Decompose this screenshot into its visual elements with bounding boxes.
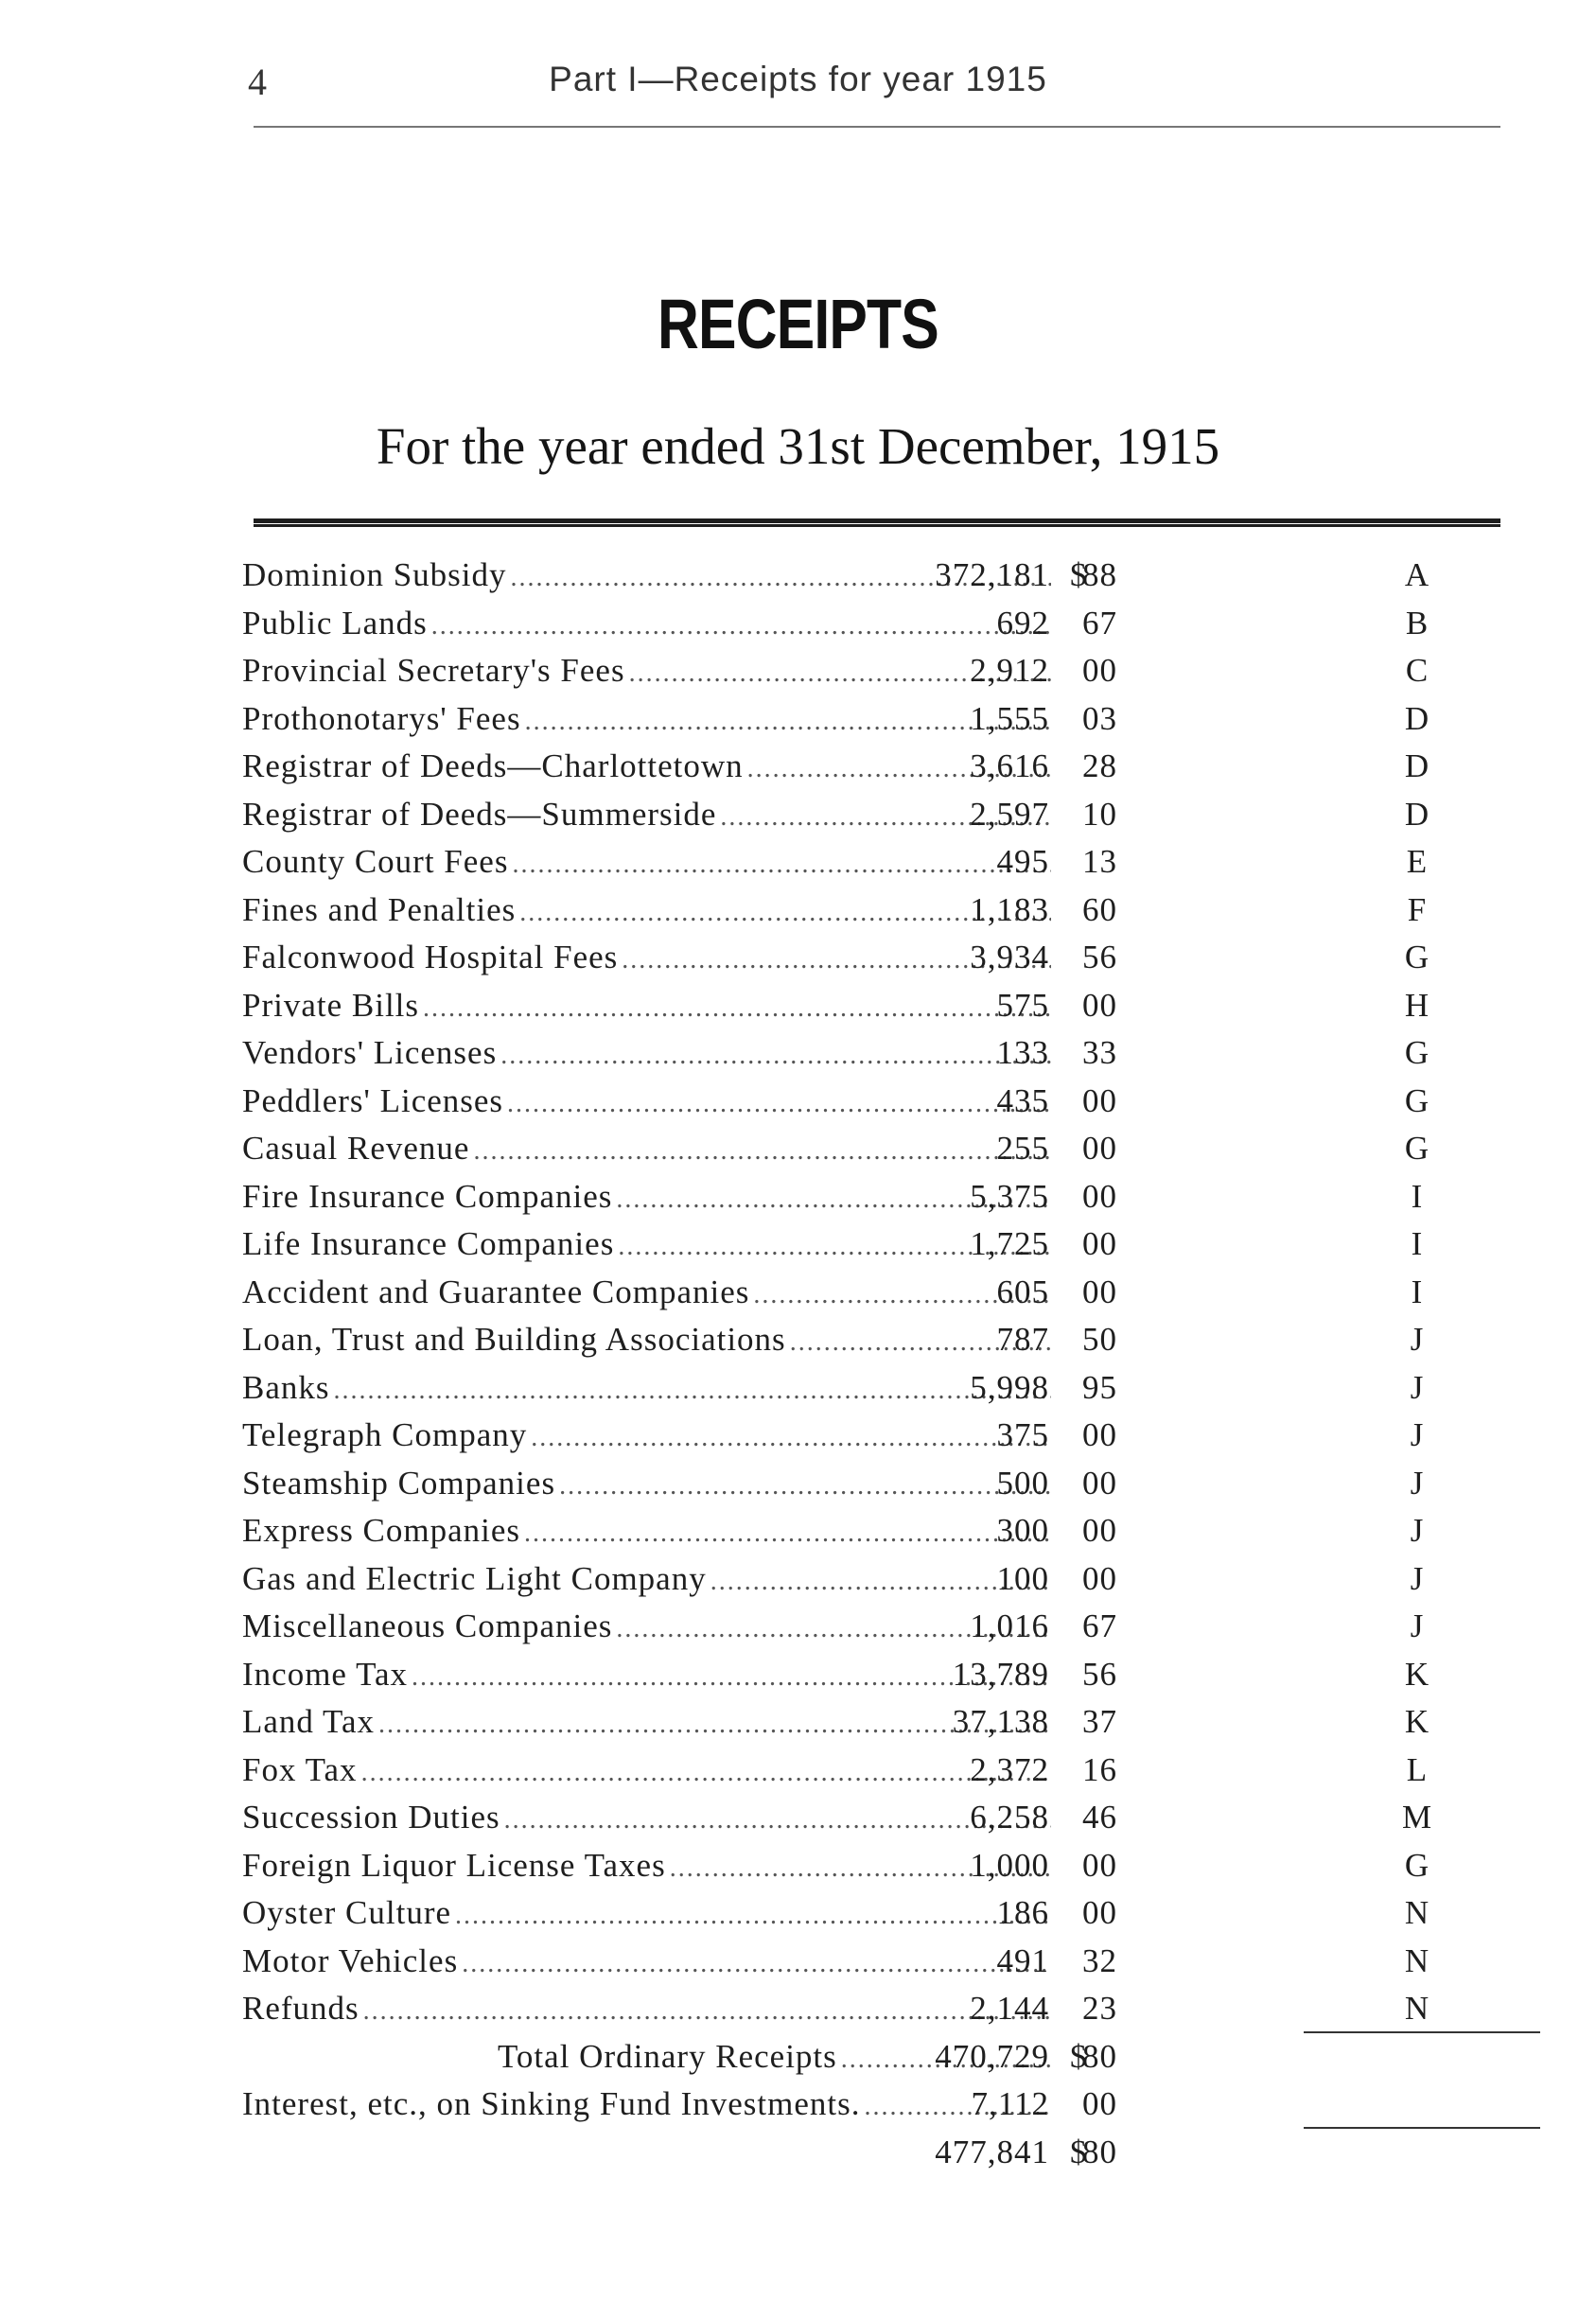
receipt-reference: H xyxy=(1404,986,1430,1024)
receipt-reference: K xyxy=(1404,1655,1430,1693)
receipt-reference: F xyxy=(1407,890,1428,928)
receipt-amount xyxy=(970,1985,1117,2033)
receipt-label xyxy=(242,1698,1051,1749)
receipt-row xyxy=(242,791,1430,839)
receipt-row xyxy=(242,1173,1425,1221)
receipt-cents: 46 xyxy=(1082,1799,1117,1836)
leader-dots xyxy=(363,1988,1051,2036)
receipt-dollars: 100 xyxy=(996,1559,1049,1597)
receipt-reference: J xyxy=(1410,1464,1425,1502)
receipt-dollars: 3,934 xyxy=(970,939,1049,975)
receipt-dollars: 1,016 xyxy=(970,1607,1049,1644)
receipt-dollars: 2,597 xyxy=(970,795,1049,833)
dollar-sign: $ xyxy=(1070,2037,1088,2075)
receipt-reference: J xyxy=(1410,1559,1425,1597)
receipt-item: Fire Insurance Companies xyxy=(242,1177,613,1215)
receipt-amount xyxy=(997,1412,1118,1460)
receipt-dollars: 37,138 xyxy=(952,1703,1049,1740)
receipt-reference: G xyxy=(1404,1081,1430,1119)
receipt-label xyxy=(242,1507,1051,1558)
receipt-row xyxy=(242,1842,1430,1890)
receipt-label xyxy=(242,743,1051,794)
receipt-label xyxy=(242,1029,1051,1080)
dollar-sign: $ xyxy=(1070,556,1088,593)
leader-dots xyxy=(559,1463,1051,1511)
leader-dots xyxy=(531,1414,1051,1463)
receipt-row xyxy=(242,1889,1430,1938)
receipt-amount xyxy=(935,552,1117,600)
receipt-reference: J xyxy=(1410,1416,1425,1453)
receipt-label xyxy=(242,1173,1051,1224)
receipt-amount xyxy=(997,1125,1118,1173)
receipt-row xyxy=(242,1651,1430,1699)
receipt-cents: 37 xyxy=(1082,1703,1117,1740)
receipt-amount xyxy=(970,887,1117,935)
receipt-item: County Court Fees xyxy=(242,843,509,880)
receipt-dollars: 375 xyxy=(996,1416,1049,1453)
sinking-fund-interest-label xyxy=(242,2081,1051,2132)
header-rule xyxy=(254,126,1500,128)
receipt-label xyxy=(242,1364,1051,1415)
receipt-dollars: 1,183 xyxy=(970,890,1049,928)
receipt-item: Dominion Subsidy xyxy=(242,556,507,593)
receipt-dollars: 186 xyxy=(996,1894,1049,1931)
receipt-item: Gas and Electric Light Company xyxy=(242,1559,707,1597)
receipt-label xyxy=(242,1938,1051,1989)
receipt-reference: N xyxy=(1404,1941,1430,1979)
leader-dots xyxy=(455,1892,1051,1941)
receipt-label xyxy=(242,695,1051,747)
receipt-label xyxy=(242,791,1051,842)
sinking-fund-interest-text: Interest, etc., on Sinking Fund Investments. xyxy=(242,2085,861,2122)
receipt-amount xyxy=(970,1842,1117,1890)
receipt-item: Miscellaneous Companies xyxy=(242,1607,613,1644)
receipt-reference: G xyxy=(1404,1846,1430,1884)
leader-dots xyxy=(423,985,1051,1033)
receipt-label xyxy=(242,600,1051,651)
receipt-cents: 00 xyxy=(1082,1177,1117,1215)
receipt-dollars: 6,258 xyxy=(970,1799,1049,1836)
receipt-reference: J xyxy=(1410,1368,1425,1406)
receipt-label xyxy=(242,1794,1051,1845)
grand-total-dollars: 477,841 xyxy=(935,2133,1049,2170)
receipt-item: Income Tax xyxy=(242,1655,409,1693)
leader-dots xyxy=(361,1749,1051,1798)
receipt-cents: 00 xyxy=(1082,1894,1117,1931)
receipt-row xyxy=(242,1221,1425,1269)
receipt-row xyxy=(242,838,1429,887)
dollar-sign: $ xyxy=(1070,2133,1088,2170)
leader-dots xyxy=(473,1128,1051,1176)
leader-dots xyxy=(378,1701,1051,1749)
receipt-amount xyxy=(970,1364,1117,1413)
receipt-cents: 28 xyxy=(1082,747,1117,784)
receipt-item: Loan, Trust and Building Associations xyxy=(242,1321,786,1358)
receipt-label xyxy=(242,647,1051,698)
receipt-amount xyxy=(970,1794,1117,1842)
receipt-dollars: 1,725 xyxy=(970,1225,1049,1262)
receipt-row xyxy=(242,1603,1425,1651)
receipt-amount xyxy=(997,1507,1118,1555)
receipt-cents: 33 xyxy=(1082,1034,1117,1071)
total-ordinary-receipts xyxy=(242,2033,1425,2081)
leader-dots xyxy=(431,603,1051,651)
receipt-dollars: 1,000 xyxy=(970,1846,1049,1884)
receipt-row xyxy=(242,1029,1430,1078)
receipt-cents: 00 xyxy=(1082,1273,1117,1310)
grand-total-amount xyxy=(935,2129,1117,2177)
leader-dots xyxy=(512,841,1051,889)
receipt-cents: 00 xyxy=(1082,652,1117,689)
running-title: Part I—Receipts for year 1915 xyxy=(549,60,1047,98)
receipt-dollars: 5,375 xyxy=(970,1177,1049,1215)
leader-dots xyxy=(524,1510,1051,1558)
receipt-row xyxy=(242,1794,1433,1842)
receipt-dollars: 435 xyxy=(996,1081,1049,1119)
receipt-label xyxy=(242,1985,1051,2036)
receipt-item: Falconwood Hospital Fees xyxy=(242,939,619,975)
receipt-row xyxy=(242,1125,1430,1173)
receipt-label xyxy=(242,1460,1051,1511)
receipt-row xyxy=(242,1364,1425,1413)
receipt-reference: M xyxy=(1401,1799,1433,1836)
receipt-amount xyxy=(970,1173,1117,1221)
leader-dots xyxy=(334,1367,1052,1415)
receipt-amount xyxy=(997,982,1118,1030)
receipt-row xyxy=(242,1269,1425,1317)
receipt-dollars: 2,144 xyxy=(970,1990,1049,2027)
receipt-dollars: 575 xyxy=(996,986,1049,1024)
receipt-item: Refunds xyxy=(242,1990,360,2027)
receipt-dollars: 605 xyxy=(996,1273,1049,1310)
receipt-amount xyxy=(997,1460,1118,1508)
receipt-cents: 67 xyxy=(1082,604,1117,641)
receipt-row xyxy=(242,647,1429,695)
receipt-label xyxy=(242,982,1051,1033)
receipt-cents: 60 xyxy=(1082,890,1117,928)
receipt-dollars: 300 xyxy=(996,1512,1049,1549)
total-ordinary-receipts-cents: 80 xyxy=(1082,2037,1117,2075)
leader-dots xyxy=(500,1032,1051,1080)
total-ordinary-receipts-text: Total Ordinary Receipts xyxy=(498,2037,837,2075)
receipt-label xyxy=(242,1316,1051,1367)
receipt-cents: 00 xyxy=(1082,1559,1117,1597)
receipt-item: Life Insurance Companies xyxy=(242,1225,615,1262)
receipt-item: Casual Revenue xyxy=(242,1130,470,1167)
running-head xyxy=(0,52,1596,109)
receipt-amount xyxy=(997,1555,1118,1604)
receipt-amount xyxy=(997,1938,1118,1986)
receipt-dollars: 1,555 xyxy=(970,699,1049,737)
receipt-item: Telegraph Company xyxy=(242,1416,528,1453)
receipt-amount xyxy=(970,934,1117,982)
receipt-dollars: 13,789 xyxy=(952,1655,1049,1693)
receipt-item: Peddlers' Licenses xyxy=(242,1081,504,1119)
receipt-cents: 00 xyxy=(1082,1130,1117,1167)
receipt-reference: I xyxy=(1411,1273,1424,1310)
receipt-item: Private Bills xyxy=(242,986,420,1024)
receipt-item: Foreign Liquor License Taxes xyxy=(242,1846,666,1884)
receipt-amount xyxy=(970,791,1117,839)
sinking-fund-interest xyxy=(242,2081,1425,2129)
receipt-cents: 56 xyxy=(1082,939,1117,975)
receipt-amount xyxy=(970,695,1117,744)
receipt-label xyxy=(242,1889,1051,1941)
receipt-item: Provincial Secretary's Fees xyxy=(242,652,625,689)
receipt-row xyxy=(242,743,1430,791)
receipt-cents: 00 xyxy=(1082,1416,1117,1453)
receipt-reference: J xyxy=(1410,1321,1425,1358)
receipt-reference: E xyxy=(1406,843,1429,880)
receipt-reference: J xyxy=(1410,1607,1425,1644)
receipt-cents: 32 xyxy=(1082,1941,1117,1979)
receipt-cents: 13 xyxy=(1082,843,1117,880)
receipt-cents: 67 xyxy=(1082,1607,1117,1644)
receipt-amount xyxy=(997,1316,1118,1364)
receipt-reference: L xyxy=(1406,1750,1429,1788)
receipt-dollars: 787 xyxy=(996,1321,1049,1358)
receipt-label xyxy=(242,1842,1051,1893)
receipt-cents: 03 xyxy=(1082,699,1117,737)
receipt-item: Motor Vehicles xyxy=(242,1941,459,1979)
receipt-label xyxy=(242,1603,1051,1654)
receipt-label xyxy=(242,1555,1051,1607)
receipt-item: Express Companies xyxy=(242,1512,521,1549)
receipt-label xyxy=(242,1651,1051,1702)
receipt-reference: A xyxy=(1404,556,1430,593)
receipt-amount xyxy=(970,743,1117,791)
receipt-item: Fines and Penalties xyxy=(242,890,517,928)
page-title: RECEIPTS xyxy=(658,285,938,363)
receipt-cents: 00 xyxy=(1082,1464,1117,1502)
receipt-dollars: 3,616 xyxy=(970,747,1049,784)
receipt-dollars: 2,372 xyxy=(970,1750,1049,1788)
receipt-reference: G xyxy=(1404,1034,1430,1071)
receipt-reference: B xyxy=(1405,604,1429,641)
receipt-amount xyxy=(953,1698,1117,1747)
receipt-reference: N xyxy=(1404,1894,1430,1931)
receipt-reference: D xyxy=(1404,699,1430,737)
receipt-item: Fox Tax xyxy=(242,1750,358,1788)
receipt-reference: K xyxy=(1404,1703,1430,1740)
receipt-row xyxy=(242,934,1430,982)
receipt-amount xyxy=(997,600,1118,648)
receipt-dollars: 255 xyxy=(996,1130,1049,1167)
total-ordinary-receipts-amount xyxy=(935,2033,1117,2081)
receipt-dollars: 372,181 xyxy=(935,556,1049,593)
receipt-reference: I xyxy=(1411,1177,1424,1215)
receipt-reference: I xyxy=(1411,1225,1424,1262)
receipt-item: Vendors' Licenses xyxy=(242,1034,498,1071)
receipt-dollars: 500 xyxy=(996,1464,1049,1502)
receipt-reference: D xyxy=(1404,747,1430,784)
receipt-row xyxy=(242,982,1430,1030)
receipt-cents: 00 xyxy=(1082,1846,1117,1884)
receipt-cents: 23 xyxy=(1082,1990,1117,2027)
receipt-dollars: 491 xyxy=(996,1941,1049,1979)
receipt-cents: 00 xyxy=(1082,986,1117,1024)
receipt-dollars: 495 xyxy=(996,843,1049,880)
receipt-item: Succession Duties xyxy=(242,1799,500,1836)
receipt-row xyxy=(242,1460,1425,1508)
receipt-row xyxy=(242,600,1429,648)
grand-total xyxy=(242,2129,1425,2177)
receipt-label xyxy=(242,1269,1051,1320)
receipt-label xyxy=(242,934,1051,985)
receipt-amount xyxy=(997,1029,1118,1078)
leader-dots xyxy=(507,1080,1051,1129)
leader-dots xyxy=(504,1797,1051,1845)
receipt-item: Oyster Culture xyxy=(242,1894,452,1931)
title-double-rule xyxy=(254,518,1500,527)
receipt-amount xyxy=(970,1747,1117,1795)
receipt-dollars: 133 xyxy=(996,1034,1049,1071)
receipt-row xyxy=(242,1698,1430,1747)
receipt-label xyxy=(242,1412,1051,1463)
receipt-reference: G xyxy=(1404,1130,1430,1167)
receipt-cents: 56 xyxy=(1082,1655,1117,1693)
receipt-reference: D xyxy=(1404,795,1430,833)
receipt-cents: 00 xyxy=(1082,1512,1117,1549)
receipt-label xyxy=(242,552,1051,603)
receipt-label xyxy=(242,1125,1051,1176)
receipt-label xyxy=(242,1221,1051,1272)
receipt-row xyxy=(242,695,1430,744)
receipt-item: Public Lands xyxy=(242,604,428,641)
receipt-amount xyxy=(970,1603,1117,1651)
receipt-amount xyxy=(953,1651,1117,1699)
receipt-cents: 50 xyxy=(1082,1321,1117,1358)
receipt-row xyxy=(242,1412,1425,1460)
receipt-dollars: 692 xyxy=(996,604,1049,641)
receipt-dollars: 5,998 xyxy=(970,1368,1049,1406)
receipt-dollars: 2,912 xyxy=(970,652,1049,689)
receipt-row xyxy=(242,887,1428,935)
receipt-item: Registrar of Deeds—Charlottetown xyxy=(242,747,744,784)
receipt-row xyxy=(242,552,1430,600)
receipt-label xyxy=(242,887,1051,938)
page-subtitle: For the year ended 31st December, 1915 xyxy=(376,417,1220,475)
total-ordinary-receipts-dollars: 470,729 xyxy=(935,2037,1049,2075)
receipt-amount xyxy=(997,1078,1118,1126)
receipt-item: Land Tax xyxy=(242,1703,376,1740)
leader-dots xyxy=(462,1941,1051,1989)
receipt-cents: 95 xyxy=(1082,1368,1117,1406)
receipt-amount xyxy=(970,1221,1117,1269)
receipt-label xyxy=(242,1747,1051,1798)
receipt-cents: 00 xyxy=(1082,1081,1117,1119)
receipt-item: Prothonotarys' Fees xyxy=(242,699,521,737)
receipt-item: Banks xyxy=(242,1368,330,1406)
sinking-fund-interest-dollars: 7,112 xyxy=(971,2085,1049,2122)
page-number: 4 xyxy=(248,61,267,103)
receipt-row xyxy=(242,1555,1425,1604)
receipt-row xyxy=(242,1985,1430,2033)
receipt-cents: 10 xyxy=(1082,795,1117,833)
receipt-reference: C xyxy=(1405,652,1429,689)
receipt-reference: J xyxy=(1410,1512,1425,1549)
receipt-item: Accident and Guarantee Companies xyxy=(242,1273,750,1310)
receipt-cents: 16 xyxy=(1082,1750,1117,1788)
receipt-row xyxy=(242,1747,1429,1795)
receipt-row xyxy=(242,1938,1430,1986)
grand-total-cents: 80 xyxy=(1082,2133,1117,2170)
sinking-fund-interest-amount xyxy=(972,2081,1117,2129)
receipt-row xyxy=(242,1507,1425,1555)
receipt-label xyxy=(242,838,1051,889)
receipt-reference: N xyxy=(1404,1990,1430,2027)
receipt-cents: 00 xyxy=(1082,1225,1117,1262)
receipt-amount xyxy=(997,1269,1118,1317)
receipt-amount xyxy=(997,838,1118,887)
receipt-row xyxy=(242,1078,1430,1126)
receipt-item: Registrar of Deeds—Summerside xyxy=(242,795,717,833)
receipt-item: Steamship Companies xyxy=(242,1464,556,1502)
receipt-label xyxy=(242,1078,1051,1129)
receipt-reference: G xyxy=(1404,939,1430,975)
receipt-amount xyxy=(997,1889,1118,1938)
receipt-row xyxy=(242,1316,1425,1364)
receipt-cents: 88 xyxy=(1082,556,1117,593)
sinking-fund-interest-cents: 00 xyxy=(1082,2085,1117,2122)
receipts-ledger xyxy=(242,552,1433,2176)
receipt-amount xyxy=(970,647,1117,695)
